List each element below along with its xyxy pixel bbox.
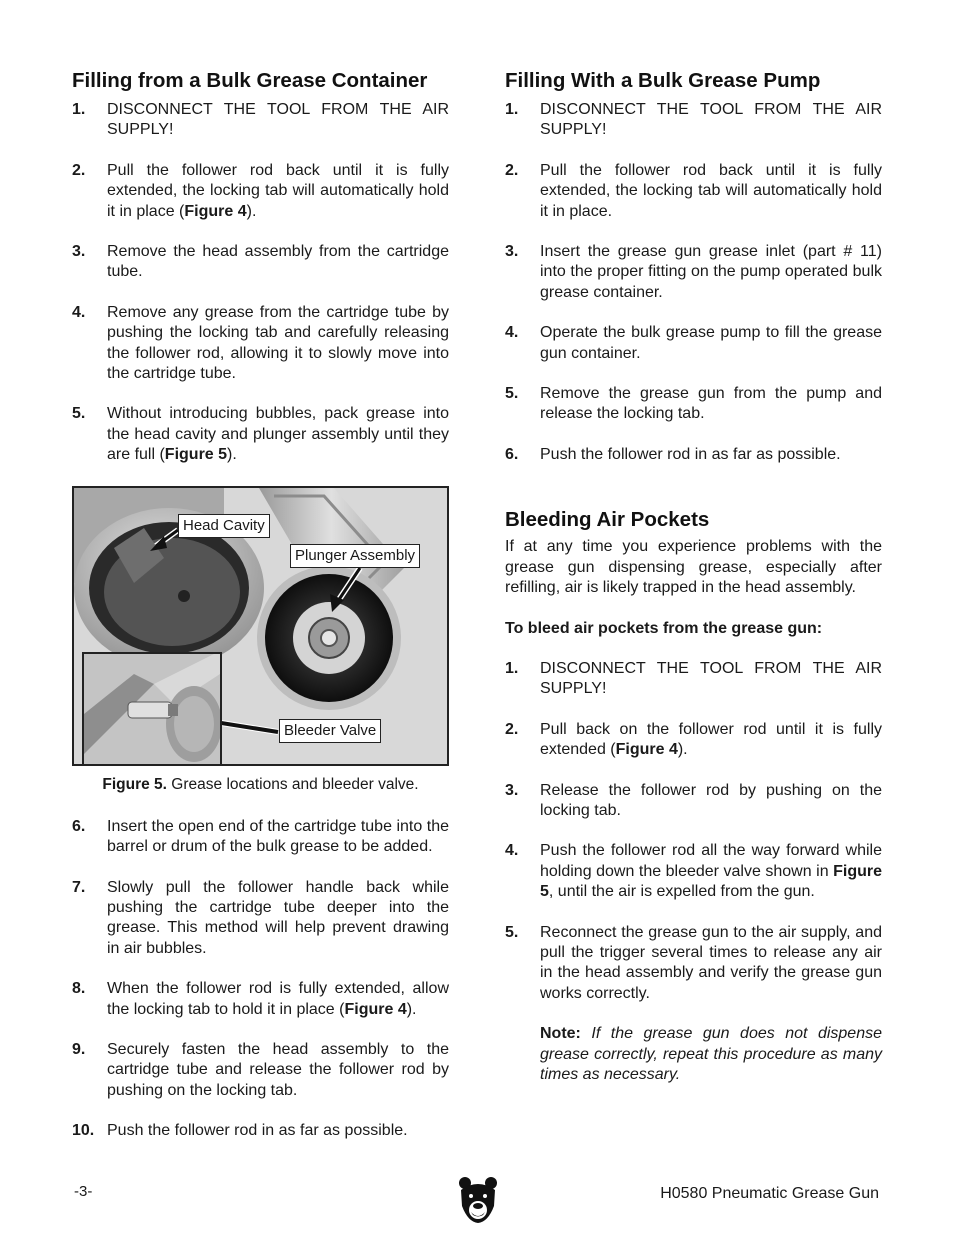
step-number: 1. <box>505 659 519 677</box>
step-number: 1. <box>505 101 519 118</box>
list-item <box>72 404 449 465</box>
figure-reference: Figure 4 <box>615 741 678 759</box>
step-text: Remove the head assembly from the cartridge tube. <box>107 243 449 281</box>
figure-5-photo <box>72 486 449 766</box>
step-list-bulk-container <box>72 100 449 466</box>
step-number: 1. <box>72 101 86 118</box>
left-column <box>72 68 449 1162</box>
step-text: When the follower rod is fully extended, allow the locking tab to hold it in place (Figure 4). <box>107 980 449 1018</box>
list-item <box>72 878 449 960</box>
step-text: Reconnect the grease gun to the air supply, and pull the trigger several times to release any air in the head assembly and verify the grease gun works correctly. <box>540 923 882 1002</box>
figure-reference: Figure 4 <box>184 202 247 220</box>
step-text: Operate the bulk grease pump to fill the grease gun container. <box>540 324 882 362</box>
step-number: 3. <box>505 781 519 799</box>
section-title-bleeding: Bleeding Air Pockets <box>505 508 710 532</box>
step-text: Pull back on the follower rod until it is fully extended (Figure 4). <box>540 720 882 759</box>
step-text: Push the follower rod in as far as possible. <box>540 445 841 463</box>
step-text: Push the follower rod all the way forward while holding down the bleeder valve shown in Figure 5, until the air is expelled from the gun. <box>540 842 882 901</box>
list-item <box>72 100 449 141</box>
right-column <box>505 68 882 1085</box>
step-number: 5. <box>72 405 86 423</box>
step-number: 6. <box>72 817 86 835</box>
note-label: Note: <box>540 1025 581 1043</box>
list-item <box>72 1121 449 1141</box>
step-text: Without introducing bubbles, pack grease into the head cavity and plunger assembly until they are full (Figure 5). <box>107 405 449 464</box>
note-block <box>540 1024 882 1085</box>
list-item <box>72 817 449 858</box>
list-item <box>505 100 882 141</box>
step-number: 9. <box>72 1040 86 1058</box>
list-item <box>72 242 449 283</box>
section-title-bulk-pump: Filling With a Bulk Grease Pump <box>505 69 821 92</box>
step-text: Insert the grease gun grease inlet (part # 11) into the proper fitting on the pump operated bulk grease container. <box>540 243 882 301</box>
page-number: -3- <box>74 1183 93 1200</box>
step-number: 5. <box>505 923 519 941</box>
note-text: If the grease gun does not dispense grease correctly, repeat this procedure as many times as necessary. <box>540 1025 882 1083</box>
list-item <box>505 720 882 761</box>
callout-bleeder-valve: Bleeder Valve <box>279 719 381 743</box>
step-text: Pull the follower rod back until it is fully extended, the locking tab will automatically hold it in place. <box>540 161 882 220</box>
step-number: 3. <box>72 243 86 261</box>
document-title: H0580 Pneumatic Grease Gun <box>660 1185 879 1202</box>
list-item <box>505 841 882 902</box>
step-text: Securely fasten the head assembly to the cartridge tube and release the follower rod by pushing on the locking tab. <box>107 1040 449 1099</box>
step-number: 5. <box>505 385 519 403</box>
step-number: 6. <box>505 445 519 463</box>
callout-plunger-assembly: Plunger Assembly <box>290 544 420 568</box>
section-title-bulk-container: Filling from a Bulk Grease Container <box>72 69 428 92</box>
figure-reference: Figure 4 <box>344 1000 407 1018</box>
step-list-bulk-pump <box>505 100 882 465</box>
list-item <box>505 323 882 364</box>
step-number: 2. <box>72 161 86 179</box>
list-item <box>72 1040 449 1101</box>
list-item <box>505 445 882 465</box>
list-item <box>505 384 882 425</box>
figure-5-caption: Figure 5. Grease locations and bleeder valve. <box>102 775 419 793</box>
list-item <box>72 979 449 1020</box>
bleeder-valve-inset-photo <box>82 652 222 766</box>
bear-head-logo-icon <box>458 1176 498 1224</box>
step-number: 2. <box>505 720 519 738</box>
step-text: Pull the follower rod back until it is fully extended, the locking tab will automatically hold it in place (Figure 4). <box>107 161 449 220</box>
step-text: DISCONNECT THE TOOL FROM THE AIR SUPPLY! <box>540 101 882 139</box>
step-number: 4. <box>505 324 519 342</box>
step-text: DISCONNECT THE TOOL FROM THE AIR SUPPLY! <box>540 659 882 698</box>
step-number: 4. <box>72 303 86 321</box>
step-text: Slowly pull the follower handle back while pushing the cartridge tube deeper into the grease. This method will help prevent drawing in air bubbles. <box>107 878 449 957</box>
step-number: 10. <box>72 1122 95 1140</box>
list-item <box>505 161 882 222</box>
callout-head-cavity: Head Cavity <box>178 514 270 538</box>
step-text: Remove the grease gun from the pump and release the locking tab. <box>540 385 882 423</box>
step-text: Insert the open end of the cartridge tube into the barrel or drum of the bulk grease to be added. <box>107 817 449 856</box>
bleeder-valve-illustration <box>84 654 220 766</box>
step-number: 7. <box>72 878 86 896</box>
list-item <box>72 303 449 385</box>
step-text: Remove any grease from the cartridge tube by pushing the locking tab and carefully releasing the follower rod, allowing it to slowly move into the cartridge tube. <box>107 303 449 383</box>
step-number: 3. <box>505 243 519 261</box>
bleeding-intro: If at any time you experience problems with the grease gun dispensing grease, especially after refilling, air is likely trapped in the head assembly. <box>505 538 882 597</box>
step-text: Release the follower rod by pushing on the locking tab. <box>540 781 882 819</box>
figure-reference: Figure 5 <box>164 446 228 464</box>
step-list-bulk-container-continued <box>72 817 449 1142</box>
list-item <box>505 923 882 1005</box>
list-item <box>505 242 882 303</box>
step-number: 2. <box>505 161 519 179</box>
bleeding-subheading: To bleed air pockets from the grease gun: <box>505 619 823 637</box>
step-text: Push the follower rod in as far as possible. <box>107 1122 408 1140</box>
list-item <box>72 161 449 222</box>
figure-reference: Figure 5 <box>540 862 882 901</box>
step-number: 4. <box>505 842 519 860</box>
list-item <box>505 781 882 822</box>
step-list-bleeding <box>505 659 882 1004</box>
list-item <box>505 659 882 700</box>
step-text: DISCONNECT THE TOOL FROM THE AIR SUPPLY! <box>107 101 449 139</box>
step-number: 8. <box>72 980 86 998</box>
